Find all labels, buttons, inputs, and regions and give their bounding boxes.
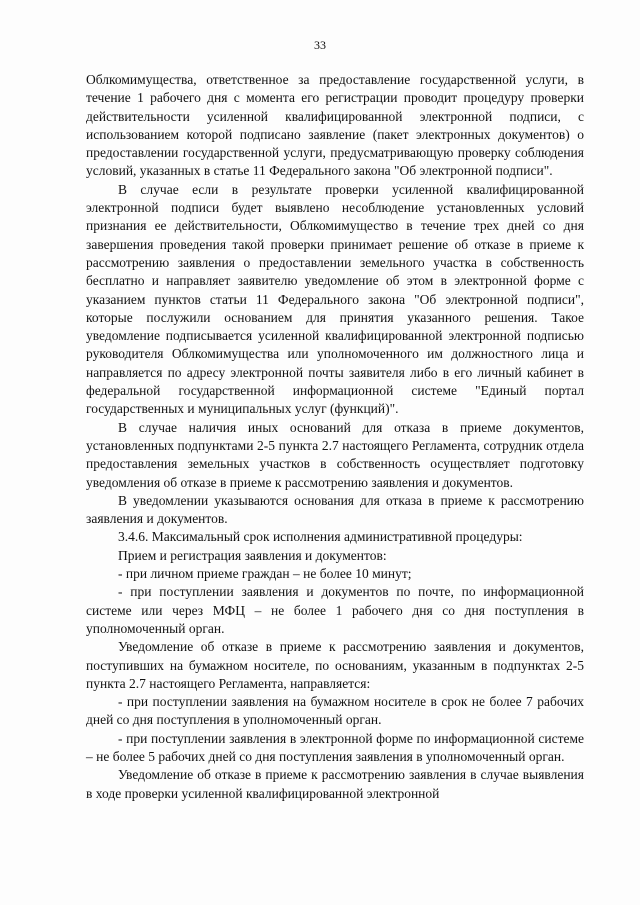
paragraph: Облкомимущества, ответственное за предоставление государственной услуги, в течение 1 рабочего дня с момента его регистрации проводит процедуру проверки действительности усиленной квалифицированной электронной подписи, с использованием которой подписано заявление (пакет электронных документов) о предоставлении государственной услуги, предусматривающую проверку соблюдения условий, указанных в статье 11 Федерального закона "Об электронной подписи". [86, 72, 584, 179]
list-item: - при поступлении заявления в электронной форме по информационной системе – не более 5 рабочих дней со дня поступления заявления в уполномоченный орган. [86, 730, 584, 764]
list-item: - при поступлении заявления на бумажном носителе в срок не более 7 рабочих дней со дня поступления в уполномоченный орган. [86, 694, 584, 728]
paragraph: 3.4.6. Максимальный срок исполнения административной процедуры: [118, 529, 523, 545]
list-item: - при личном приеме граждан – не более 10 минут; [118, 566, 412, 582]
paragraph: Уведомление об отказе в приеме к рассмотрению заявления и документов, поступивших на бумажном носителе, по основаниям, указанным в подпунктах 2-5 пункта 2.7 настоящего Регламента, направляется: [86, 639, 584, 691]
document-body [86, 71, 584, 803]
paragraph: В случае если в результате проверки усиленной квалифицированной электронной подписи будет выявлено несоблюдение установленных условий признания ее действительности, Облкомимущество в течение трех дней со дня завершения проведения такой проверки принимает решение об отказе в приеме к рассмотрению заявления о предоставлении земельного участка в собственность бесплатно и направляет заявителю уведомление об этом в электронной форме с указанием пунктов статьи 11 Федерального закона "Об электронной подписи", которые послужили основанием для принятия указанного решения. Такое уведомление подписывается усиленной квалифицированной электронной подписью руководителя Облкомимущества или уполномоченного им должностного лица и направляется по адресу электронной почты заявителя либо в его личный кабинет в федеральной государственной информационной системе "Единый портал государственных и муниципальных услуг (функций)". [86, 181, 584, 417]
paragraph: Прием и регистрация заявления и документов: [118, 547, 387, 563]
paragraph: В уведомлении указываются основания для отказа в приеме к рассмотрению заявления и документов. [86, 492, 584, 527]
page-number: 33 [314, 38, 326, 52]
paragraph: В случае наличия иных оснований для отказа в приеме документов, установленных подпунктами 2-5 пункта 2.7 настоящего Регламента, сотрудник отдела предоставления земельных участков в собственность осуществляет подготовку уведомления об отказе в приеме к рассмотрению заявления и документов. [86, 419, 584, 490]
list-item: - при поступлении заявления и документов по почте, по информационной системе или через МФЦ – не более 1 рабочего дня со дня поступления в уполномоченный орган. [86, 584, 584, 636]
paragraph: Уведомление об отказе в приеме к рассмотрению заявления в случае выявления в ходе проверки усиленной квалифицированной электронной [86, 767, 584, 801]
